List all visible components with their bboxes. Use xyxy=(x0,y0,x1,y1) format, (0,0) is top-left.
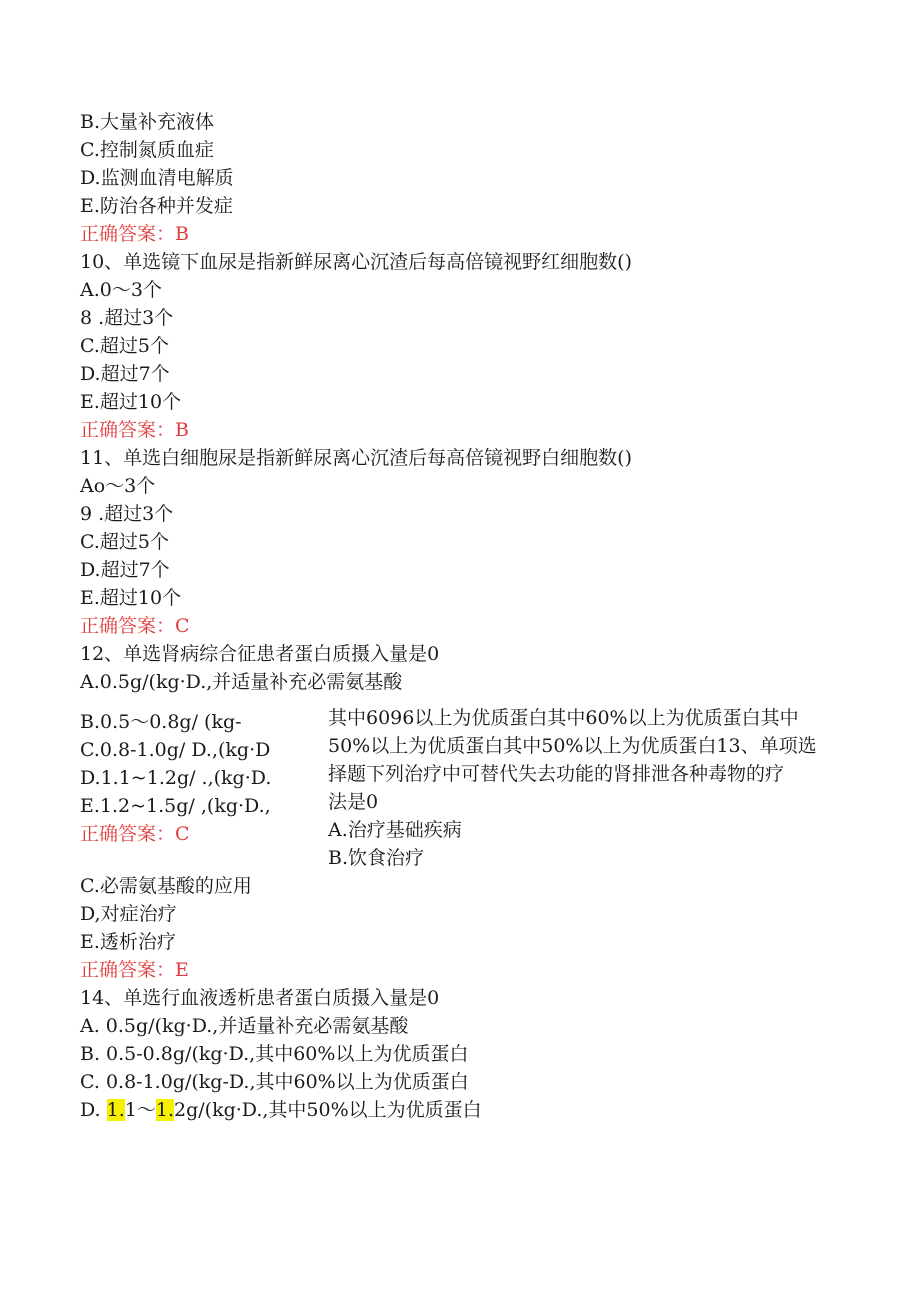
last-option-prefix: D. xyxy=(80,1099,107,1121)
option-line: B.大量补充液体 xyxy=(80,111,215,133)
right-column xyxy=(328,704,817,872)
answer-line: 正确答案：B xyxy=(80,419,189,441)
option-line: E.超过10个 xyxy=(80,391,182,413)
last-option-mid: 1～ xyxy=(124,1099,156,1121)
answer-line: 正确答案：C xyxy=(80,615,190,637)
option-line: A.0.5g/(kg·D.,并适量补充必需氨基酸 xyxy=(80,671,403,693)
option-line: E.透析治疗 xyxy=(80,931,176,953)
option-line: Ao～3个 xyxy=(80,475,156,497)
answer-line: 正确答案：B xyxy=(80,223,189,245)
option-line: A.0～3个 xyxy=(80,279,162,301)
option-line: C.超过5个 xyxy=(80,531,169,553)
left-column xyxy=(80,708,271,848)
text-line: 50%以上为优质蛋白其中50%以上为优质蛋白13、单项选 xyxy=(328,735,817,757)
question-line: 14、单选行血液透析患者蛋白质摄入量是0 xyxy=(80,987,440,1009)
highlight-mark: 1. xyxy=(155,1099,175,1121)
option-line: C.0.8-1.0g/ D.,(kg·D xyxy=(80,739,271,761)
text-line: 择题下列治疗中可替代失去功能的肾排泄各种毒物的疗 xyxy=(328,763,785,785)
question-line: 11、单选白细胞尿是指新鲜尿离心沉渣后每高倍镜视野白细胞数() xyxy=(80,447,633,469)
option-line: D.1.1~1.2g/ .,(kg·D. xyxy=(80,767,272,789)
last-option-suffix: 2g/(kg·D.,其中50%以上为优质蛋白 xyxy=(174,1099,482,1121)
answer-line: 正确答案：E xyxy=(80,959,189,981)
option-line: C. 0.8-1.0g/(kg-D.,其中60%以上为优质蛋白 xyxy=(80,1071,469,1093)
highlight-mark: 1. xyxy=(106,1099,125,1121)
question-line: 12、单选肾病综合征患者蛋白质摄入量是0 xyxy=(80,643,440,665)
question-line: 10、单选镜下血尿是指新鲜尿离心沉渣后每高倍镜视野红细胞数() xyxy=(80,251,633,273)
option-line: D.超过7个 xyxy=(80,559,170,581)
option-line: E.防治各种并发症 xyxy=(80,195,233,217)
last-option-line xyxy=(80,1098,482,1122)
option-line: C.必需氨基酸的应用 xyxy=(80,875,252,897)
option-line: A. 0.5g/(kg·D.,并适量补充必需氨基酸 xyxy=(80,1015,409,1037)
option-line: E.超过10个 xyxy=(80,587,182,609)
option-line: E.1.2~1.5g/ ,(kg·D., xyxy=(80,795,271,817)
option-line: D,对症治疗 xyxy=(80,903,177,925)
text-line: 其中6096以上为优质蛋白其中60%以上为优质蛋白其中 xyxy=(328,707,799,729)
option-line: B.0.5～0.8g/ (kg- xyxy=(80,711,242,733)
option-line: D.超过7个 xyxy=(80,363,170,385)
option-line: D.监测血清电解质 xyxy=(80,167,234,189)
answer-line: 正确答案：C xyxy=(80,823,190,845)
option-line: B.饮食治疗 xyxy=(328,847,425,869)
option-line: 8 .超过3个 xyxy=(80,307,174,329)
option-line: C.控制氮质血症 xyxy=(80,139,214,161)
option-line: B. 0.5-0.8g/(kg·D.,其中60%以上为优质蛋白 xyxy=(80,1043,469,1065)
option-line: A.治疗基础疾病 xyxy=(328,819,462,841)
option-line: 9 .超过3个 xyxy=(80,503,174,525)
option-line: C.超过5个 xyxy=(80,335,169,357)
text-line: 法是0 xyxy=(328,791,379,813)
